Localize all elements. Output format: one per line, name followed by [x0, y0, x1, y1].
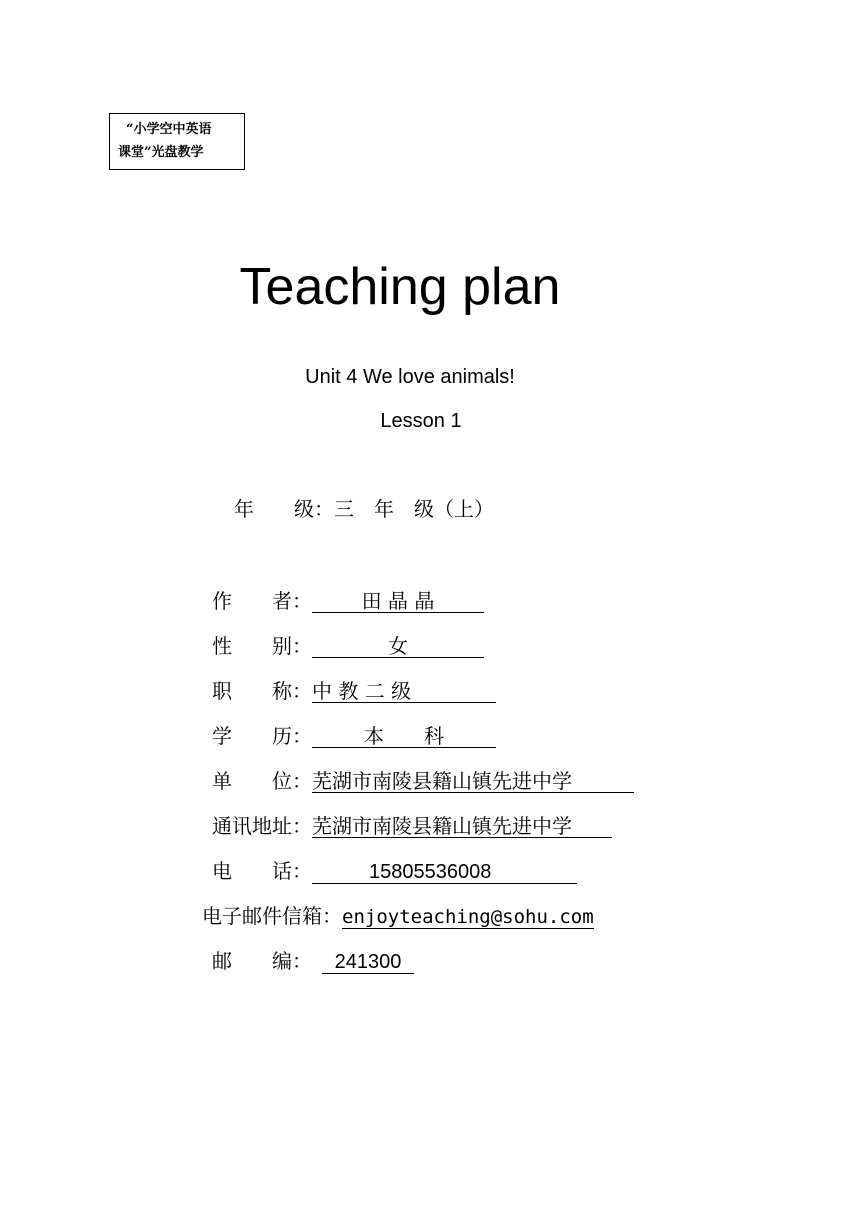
address-row — [212, 812, 612, 840]
address-label: 通讯地址： — [212, 814, 312, 838]
postcode-label: 邮 编： — [212, 949, 312, 973]
grade-label: 年 级： — [234, 497, 334, 521]
author-label: 作 者： — [212, 589, 312, 613]
title-rank-value: 中 教 二 级 — [312, 680, 496, 703]
education-row — [212, 722, 496, 750]
unit-org-label: 单 位： — [212, 769, 312, 793]
unit-org-value: 芜湖市南陵县籍山镇先进中学 — [312, 770, 634, 793]
email-label: 电子邮件信箱： — [202, 904, 342, 928]
title-rank-label: 职 称： — [212, 679, 312, 703]
grade-line — [234, 495, 494, 523]
address-value: 芜湖市南陵县籍山镇先进中学 — [312, 815, 612, 838]
author-value: 田 晶 晶 — [312, 590, 484, 613]
corner-label-line1: “小学空中英语 — [126, 122, 212, 137]
unit-title: Unit 4 We love animals! — [305, 366, 515, 388]
education-value: 本 科 — [312, 725, 496, 748]
postcode-value: 241300 — [322, 951, 414, 974]
postcode-row — [212, 947, 414, 975]
email-value: enjoyteaching@sohu.com — [342, 906, 594, 928]
page-title: Teaching plan — [239, 258, 561, 316]
education-label: 学 历： — [212, 724, 312, 748]
gender-label: 性 别： — [212, 634, 312, 658]
gender-row — [212, 632, 484, 660]
phone-label: 电 话： — [212, 859, 312, 883]
corner-label-line2: 课堂”光盘教学 — [118, 145, 204, 160]
author-row — [212, 587, 484, 615]
disc-teaching-label-box — [109, 113, 245, 170]
phone-row — [212, 857, 577, 885]
grade-value: 三 年 级（上） — [334, 497, 494, 521]
title-rank-row — [212, 677, 496, 705]
gender-value: 女 — [312, 635, 484, 658]
phone-value: 15805536008 — [312, 861, 577, 884]
email-row — [202, 902, 594, 930]
unit-org-row — [212, 767, 634, 795]
lesson-title: Lesson 1 — [380, 410, 462, 432]
